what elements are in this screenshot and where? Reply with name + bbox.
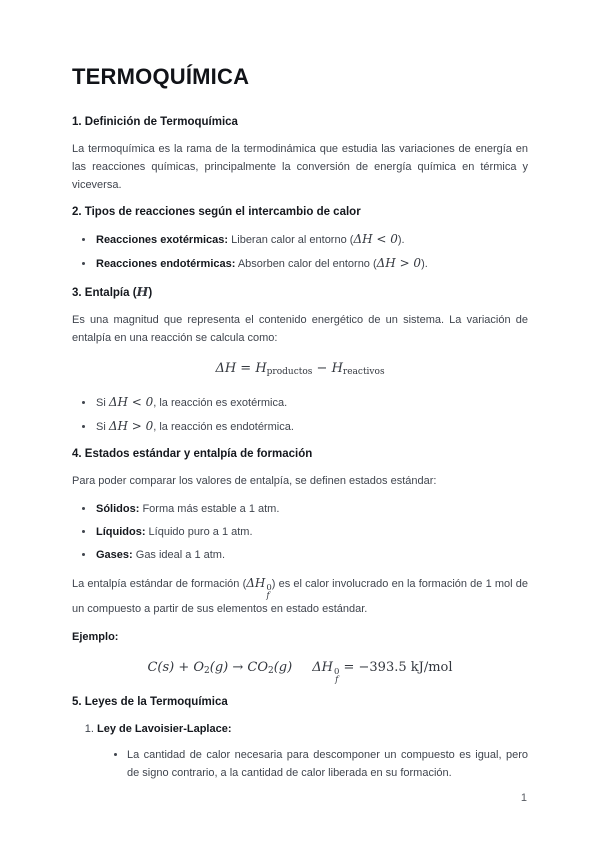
list-item-exothermic-condition (95, 393, 528, 412)
paragraph-text-end: ) es el calor involucrado en la formación de 1 mol de un compuesto a partir de sus elementos en estado estándar. (72, 578, 529, 615)
item-text: Líquido puro a 1 atm. (145, 526, 253, 538)
example-label (72, 628, 528, 646)
list-item-exothermic (95, 230, 528, 249)
enthalpy-formula (72, 357, 528, 383)
inline-math-enthalpy-formation (246, 576, 272, 601)
heading-text: 3. Entalpía ( (72, 287, 137, 299)
law-label: Ley de Lavoisier-Laplace: (97, 723, 232, 735)
item-bold-label: Líquidos: (96, 526, 146, 538)
heading-text-end: ) (148, 287, 153, 299)
formula-subscript-2: 2 (268, 666, 274, 676)
formula-subscript-productos: productos (266, 367, 313, 377)
section-3-list (72, 393, 528, 436)
page-number: 1 (520, 792, 527, 804)
formula-expression (147, 660, 453, 685)
formula-value: = −393.5 kJ/mol (339, 660, 453, 675)
law-description: • La cantidad de calor necesaria para descomponer un compuesto es igual, pero de signo contrario, a la cantidad de calor liberada en su formación. (127, 746, 528, 782)
formation-example-formula (72, 656, 528, 684)
law-sublist (97, 746, 528, 782)
section-1-heading: 1. Definición de Termoquímica (72, 116, 238, 128)
list-item-endothermic-condition (95, 417, 528, 436)
superscript-zero: 0 (266, 583, 272, 593)
law-item (97, 720, 528, 782)
paragraph-text: La entalpía estándar de formación ( (72, 578, 247, 590)
inline-math-H: H (136, 284, 149, 299)
item-text-end: , la reacción es exotérmica. (153, 397, 288, 409)
item-text-end: ). (421, 258, 428, 270)
item-text: Si (96, 421, 109, 433)
item-bold-label: Reacciones endotérmicas: (96, 258, 236, 270)
inline-math: ΔH > 0 (108, 419, 154, 433)
section-2-heading: 2. Tipos de reacciones según el intercambio de calor (72, 206, 361, 218)
formula-part: − H (312, 361, 343, 376)
example-label-text: Ejemplo: (72, 631, 119, 643)
item-bold-label: Reacciones exotérmicas: (96, 234, 229, 246)
section-1-paragraph: La termoquímica es la rama de la termodinámica que estudia las variaciones de energía en las reacciones químicas, principalmente la conversión de energía química en térmica y viceversa. (72, 143, 528, 191)
superscript-zero: 0 (333, 667, 340, 677)
formula-subscript-2: 2 (204, 666, 210, 676)
item-text: Gas ideal a 1 atm. (132, 549, 226, 561)
formula-part: (g) → CO (209, 660, 268, 675)
list-item-liquids (95, 523, 528, 541)
section-5-ordered-list (72, 720, 528, 782)
section-3-paragraph: Es una magnitud que representa el contenido energético de un sistema. La variación de entalpía en una reacción se calcula como: (72, 314, 528, 344)
inline-math: ΔH < 0 (353, 232, 398, 246)
section-4-list (72, 500, 528, 564)
item-text: Absorben calor del entorno ( (235, 258, 377, 270)
item-text: Forma más estable a 1 atm. (139, 503, 280, 515)
section-3-heading (72, 283, 528, 302)
item-bold-label: Sólidos: (96, 503, 140, 515)
subscript-f: f (266, 591, 270, 601)
inline-math: ΔH < 0 (108, 395, 154, 409)
formula-part: ΔH (312, 660, 333, 675)
section-5-heading: 5. Leyes de la Termoquímica (72, 696, 228, 708)
item-text: Si (96, 397, 109, 409)
section-4-heading: 4. Estados estándar y entalpía de formación (72, 448, 313, 460)
formula-part: C(s) + O (147, 660, 205, 675)
formation-paragraph (72, 574, 528, 618)
item-text-end: ). (397, 234, 405, 246)
item-bold-label: Gases: (96, 549, 133, 561)
formula-expression (215, 361, 384, 376)
item-text-end: , la reacción es endotérmica. (153, 421, 294, 433)
page-title: TERMOQUÍMICA (72, 64, 250, 89)
formula-part: ΔH = H (215, 361, 267, 376)
list-item-endothermic (95, 254, 528, 273)
item-text: Liberan calor al entorno ( (228, 234, 354, 246)
math-var: ΔH (246, 576, 266, 590)
formula-part: (g) (273, 660, 293, 675)
inline-math: ΔH > 0 (376, 256, 422, 270)
list-item-solids (95, 500, 528, 518)
list-item-gases (95, 546, 528, 564)
subscript-f: f (335, 675, 339, 685)
formula-subscript-reactivos: reactivos (342, 367, 385, 377)
section-4-paragraph: Para poder comparar los valores de entalpía, se definen estados estándar: (72, 475, 437, 487)
section-2-list (72, 230, 528, 273)
